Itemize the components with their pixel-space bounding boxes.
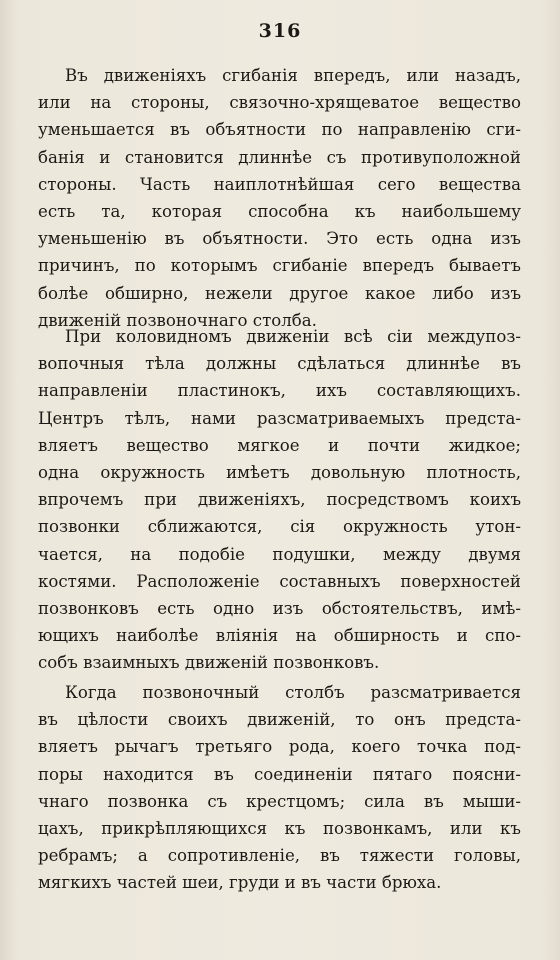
- text-line: Въ движеніяхъ сгибанія впередъ, или назадъ,: [65, 66, 521, 85]
- text-line: уменьшенію въ объятности. Это есть одна изъ: [38, 229, 521, 249]
- text-line: уменьшается въ объятности по направленію сги-: [38, 120, 521, 140]
- text-line: одна окружность имѣетъ довольную плотность,: [38, 462, 521, 482]
- text-line: есть та, которая способна къ наибольшему: [38, 201, 521, 221]
- text-line: Когда позвоночный столбъ разсматривается: [65, 683, 521, 702]
- paragraph-2: [38, 323, 521, 676]
- text-line: впрочемъ при движеніяхъ, посредствомъ коихъ: [38, 490, 521, 510]
- text-line: ребрамъ; а сопротивленіе, въ тяжести головы,: [38, 846, 521, 866]
- text-line: вляетъ рычагъ третьяго рода, коего точка под-: [38, 737, 521, 757]
- text-line: банія и становится длиннѣе съ противуположной: [38, 147, 521, 167]
- text-line: При коловидномъ движеніи всѣ сіи междупоз-: [65, 327, 521, 346]
- text-line: позвонковъ есть одно изъ обстоятельствъ, имѣ-: [38, 598, 521, 618]
- text-line: движеній позвоночнаго столба.: [38, 310, 317, 330]
- text-line: вляетъ вещество мягкое и почти жидкое;: [38, 435, 521, 455]
- text-line: мягкихъ частей шеи, груди и въ части брюха.: [38, 873, 442, 893]
- text-line: чается, на подобіе подушки, между двумя: [38, 544, 521, 564]
- text-line: болѣе обширно, нежели другое какое либо изъ: [38, 283, 521, 303]
- text-line: собъ взаимныхъ движеній позвонковъ.: [38, 653, 380, 673]
- paragraph-3: [38, 679, 521, 897]
- paragraph-1: [38, 62, 521, 334]
- text-line: позвонки сближаются, сія окружность утон-: [38, 517, 521, 537]
- text-line: въ цѣлости своихъ движеній, то онъ предста-: [38, 710, 521, 730]
- text-line: костями. Расположеніе составныхъ поверхностей: [38, 571, 521, 591]
- text-line: цахъ, прикрѣпляющихся къ позвонкамъ, или къ: [38, 818, 521, 838]
- text-line: причинъ, по которымъ сгибаніе впередъ бываетъ: [38, 256, 521, 276]
- page-number: 316: [258, 20, 302, 42]
- text-line: ющихъ наиболѣе вліянія на обширность и спо-: [38, 626, 521, 646]
- text-line: направленіи пластинокъ, ихъ составляющихъ.: [38, 381, 521, 401]
- text-line: вопочныя тѣла должны сдѣлаться длиннѣе въ: [38, 354, 521, 374]
- text-line: стороны. Часть наиплотнѣйшая сего вещества: [38, 174, 521, 194]
- text-line: поры находится въ соединеніи пятаго поясни-: [38, 764, 521, 784]
- text-line: чнаго позвонка съ крестцомъ; сила въ мыши-: [38, 791, 521, 811]
- text-line: или на стороны, связочно-хрящеватое вещество: [38, 93, 521, 113]
- text-line: Центръ тѣлъ, нами разсматриваемыхъ предста-: [38, 408, 521, 428]
